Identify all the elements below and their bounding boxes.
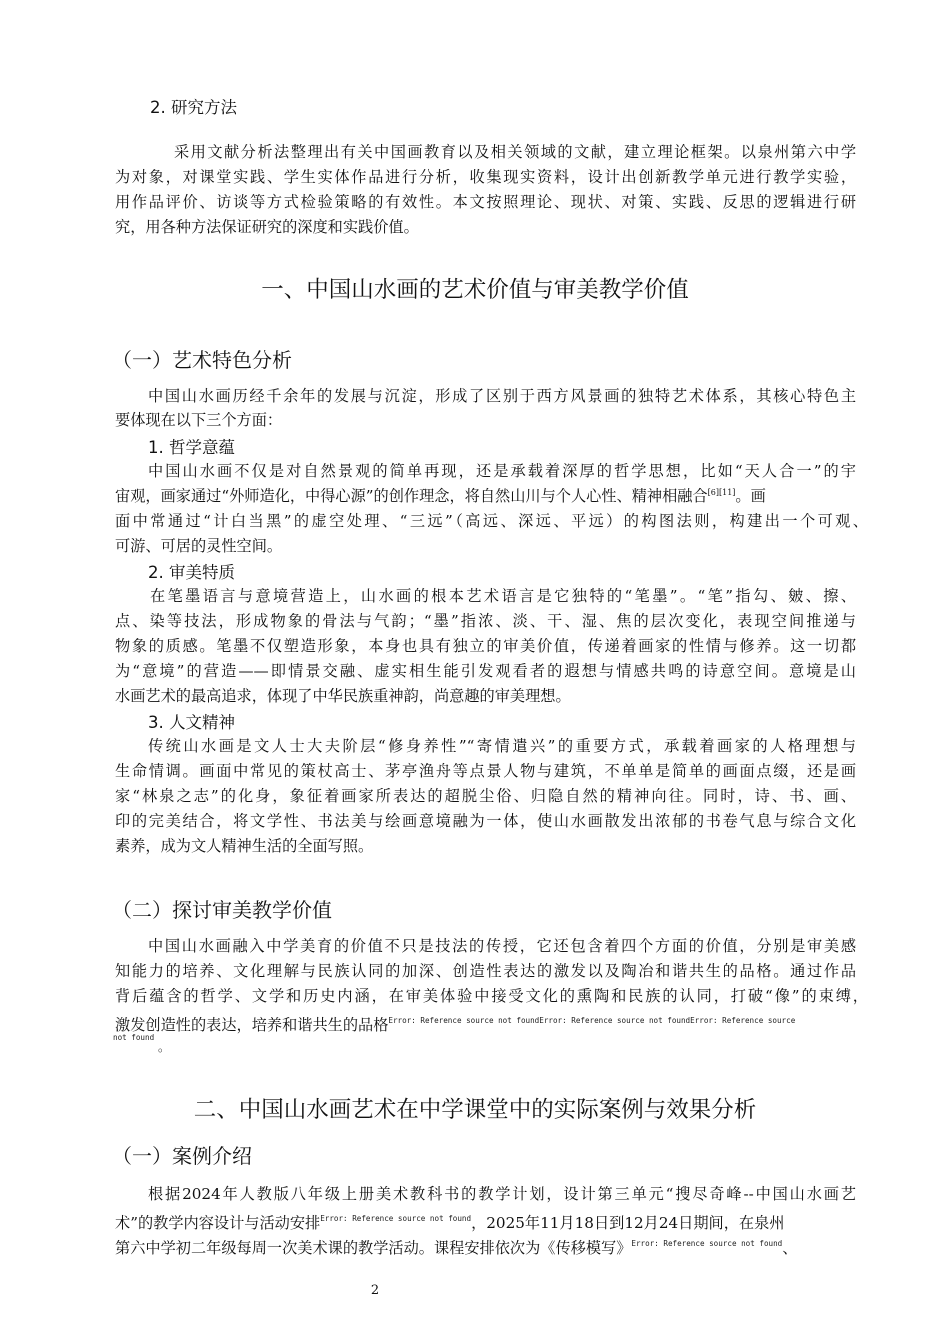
humanistic-line-5: 素养，成为文人精神生活的全面写照。: [115, 837, 374, 855]
aesthetic-line-2: 点、染等技法，形成物象的骨法与气韵；“墨”指浓、淡、干、湿、焦的层次变化，表现空间推递与: [115, 612, 856, 630]
research-method-line-1: 采用文献分析法整理出有关中国画教育以及相关领域的文献，建立理论框架。以泉州第六中学: [174, 143, 856, 161]
case-line-3: [115, 1234, 797, 1258]
art-intro-line-1: 中国山水画历经千余年的发展与沉淀，形成了区别于西方风景画的独特艺术体系，其核心特色主: [148, 387, 856, 405]
research-method-heading: 2. 研究方法: [150, 98, 237, 117]
section-value-heading: （二）探讨审美教学价值: [112, 898, 332, 922]
value-line-2: 知能力的培养、文化理解与民族认同的加深、创造性表达的激发以及陶冶和谐共生的品格。通过作品: [115, 962, 856, 980]
humanistic-line-2: 生命情调。画面中常见的策杖高士、茅亭渔舟等点景人物与建筑，不单单是简单的画面点缀，还是画: [115, 762, 856, 780]
reference-error-text: Error: Reference source not foundError: Reference source not foundError: Reference source: [388, 1016, 796, 1025]
research-method-line-3: 用作品评价、访谈等方式检验策略的有效性。本文按照理论、现状、对策、实践、反思的逻辑进行研: [115, 193, 856, 211]
reference-error-tail: not found: [113, 1033, 155, 1042]
research-method-line-4: 究，用各种方法保证研究的深度和实践价值。: [115, 218, 419, 236]
humanistic-line-4: 印的完美结合，将文学性、书法美与绘画意境融为一体，使山水画散发出浓郁的书卷气息与综合文化: [115, 812, 856, 830]
section-art-heading: （一）艺术特色分析: [112, 348, 292, 372]
item-humanistic-heading: 3. 人文精神: [148, 713, 235, 732]
reference-error-text: Error: Reference source not found: [320, 1214, 472, 1223]
philosophy-line-2-tail: 。画: [735, 487, 766, 505]
citation-6-11: [6][11]: [707, 488, 736, 497]
value-line-4: [115, 1011, 795, 1035]
chapter-two-title: 二、中国山水画艺术在中学课堂中的实际案例与效果分析: [193, 1097, 757, 1123]
section-case-heading: （一）案例介绍: [112, 1144, 252, 1168]
research-method-line-2: 为对象，对课堂实践、学生实体作品进行分析，收集现实资料，设计出创新教学单元进行教学实验，: [115, 168, 856, 186]
philosophy-line-4: 可游、可居的灵性空间。: [115, 537, 283, 555]
philosophy-line-2: [115, 486, 766, 506]
value-end-mark: 。: [158, 1040, 171, 1054]
aesthetic-line-5: 水画艺术的最高追求，体现了中华民族重神韵，尚意趣的审美理想。: [115, 687, 571, 705]
page-number: 2: [370, 1283, 380, 1298]
philosophy-line-2-text: 宙观，画家通过“外师造化，中得心源”的创作理念，将自然山川与个人心性、精神相融合: [115, 487, 708, 505]
case-line-2-tail: ，2025年11月18日到12月24日期间，在泉州: [471, 1214, 785, 1232]
item-aesthetic-heading: 2. 审美特质: [148, 563, 235, 582]
art-intro-line-2: 要体现在以下三个方面：: [115, 411, 283, 429]
philosophy-line-1: 中国山水画不仅是对自然景观的简单再现，还是承载着深厚的哲学思想，比如“天人合一”的宇: [148, 462, 856, 480]
value-line-1: 中国山水画融入中学美育的价值不只是技法的传授，它还包含着四个方面的价值，分别是审美感: [148, 937, 856, 955]
humanistic-line-1: 传统山水画是文人士大夫阶层“修身养性”“寄情遣兴”的重要方式，承载着画家的人格理想与: [148, 737, 856, 755]
value-line-4-text: 激发创造性的表达，培养和谐共生的品格: [115, 1016, 389, 1034]
case-line-2: [115, 1209, 784, 1233]
chapter-one-title: 一、中国山水画的艺术价值与审美教学价值: [261, 277, 689, 303]
aesthetic-line-3: 物象的质感。笔墨不仅塑造形象，本身也具有独立的审美价值，传递着画家的性情与修养。这一切都: [115, 637, 856, 655]
case-line-3-tail: 、: [782, 1239, 798, 1257]
humanistic-line-3: 家“林泉之志”的化身，象征着画家所表达的超脱尘俗、归隐自然的精神向往。同时，诗、书、画、: [115, 787, 856, 805]
case-line-1: 根据2024年人教版八年级上册美术教科书的教学计划，设计第三单元“搜尽奇峰--中国山水画艺: [148, 1185, 856, 1203]
philosophy-line-3: 面中常通过“计白当黑”的虚空处理、“三远”（高远、深远、平远）的构图法则，构建出一个可观、: [115, 512, 868, 530]
item-philosophy-heading: 1. 哲学意蕴: [148, 438, 235, 457]
case-line-2-text: 术”的教学内容设计与活动安排: [115, 1214, 321, 1232]
aesthetic-line-1: 在笔墨语言与意境营造上，山水画的根本艺术语言是它独特的“笔墨”。“笔”指勾、皴、擦、: [150, 587, 856, 605]
value-line-3: 背后蕴含的哲学、文学和历史内涵，在审美体验中接受文化的熏陶和民族的认同，打破“像”的束缚，: [115, 987, 868, 1005]
aesthetic-line-4: 为“意境”的营造——即情景交融、虚实相生能引发观看者的遐想与情感共鸣的诗意空间。意境是山: [115, 662, 856, 680]
reference-error-text: Error: Reference source not found: [631, 1239, 783, 1248]
case-line-3-text: 第六中学初二年级每周一次美术课的教学活动。课程安排依次为《传移模写》: [115, 1239, 632, 1257]
